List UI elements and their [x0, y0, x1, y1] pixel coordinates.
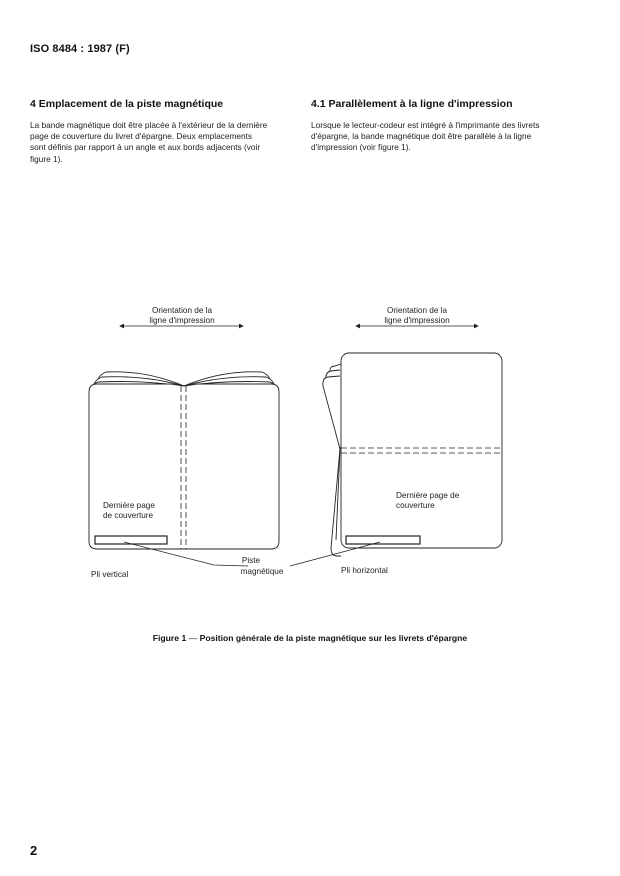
section-4-line: figure 1). [30, 153, 63, 164]
figure-caption-text: Position générale de la piste magnétique sur les livrets d'épargne [199, 633, 468, 643]
left-booklet [89, 372, 279, 549]
right-fold-label: Pli horizontal [341, 566, 388, 575]
right-booklet-body [341, 353, 502, 548]
left-fold-label: Pli vertical [91, 570, 129, 579]
figure-caption [0, 633, 620, 643]
page-number: 2 [30, 843, 38, 858]
figure-caption-label: Figure 1 [152, 633, 187, 643]
figure-caption-dash: — [186, 633, 200, 643]
left-orientation-label: Orientation de la [151, 306, 213, 315]
left-orientation-label: ligne d'impression [149, 316, 215, 325]
right-magnetic-stripe [346, 536, 420, 544]
track-label: Piste [241, 556, 261, 565]
right-page-edge [323, 376, 340, 449]
right-booklet [323, 353, 502, 556]
track-label: magnétique [240, 567, 284, 576]
figure-1-diagram [0, 290, 620, 590]
left-booklet-body [89, 384, 279, 549]
section-4-1-line: d'impression (voir figure 1). [311, 142, 411, 153]
section-4-line: La bande magnétique doit être placée à l'extérieur de la dernière [30, 120, 268, 130]
section-4-body [30, 120, 292, 165]
left-cover-label: de couverture [103, 511, 154, 520]
left-cover-label: Dernière page [103, 501, 155, 510]
section-4-line: sont définis par rapport à un angle et aux bords adjacents (voir [30, 142, 261, 153]
right-cover-label: couverture [396, 501, 435, 510]
section-4-1-title: 4.1 Parallèlement à la ligne d'impression [311, 98, 513, 110]
section-4-line: page de couverture du livret d'épargne. Deux emplacements [30, 131, 253, 142]
document-header: ISO 8484 : 1987 (F) [30, 43, 130, 55]
section-4-1-line: Lorsque le lecteur-codeur est intégré à l'imprimante des livrets [311, 120, 540, 130]
section-4-1-line: d'épargne, la bande magnétique doit être parallèle à la ligne [311, 131, 532, 142]
right-orientation-label: Orientation de la [386, 306, 448, 315]
right-cover-label: Dernière page de [396, 491, 460, 500]
right-orientation-label: ligne d'impression [384, 316, 450, 325]
left-magnetic-stripe [95, 536, 167, 544]
section-4-title: 4 Emplacement de la piste magnétique [30, 98, 224, 110]
section-4-1-body [311, 120, 581, 154]
